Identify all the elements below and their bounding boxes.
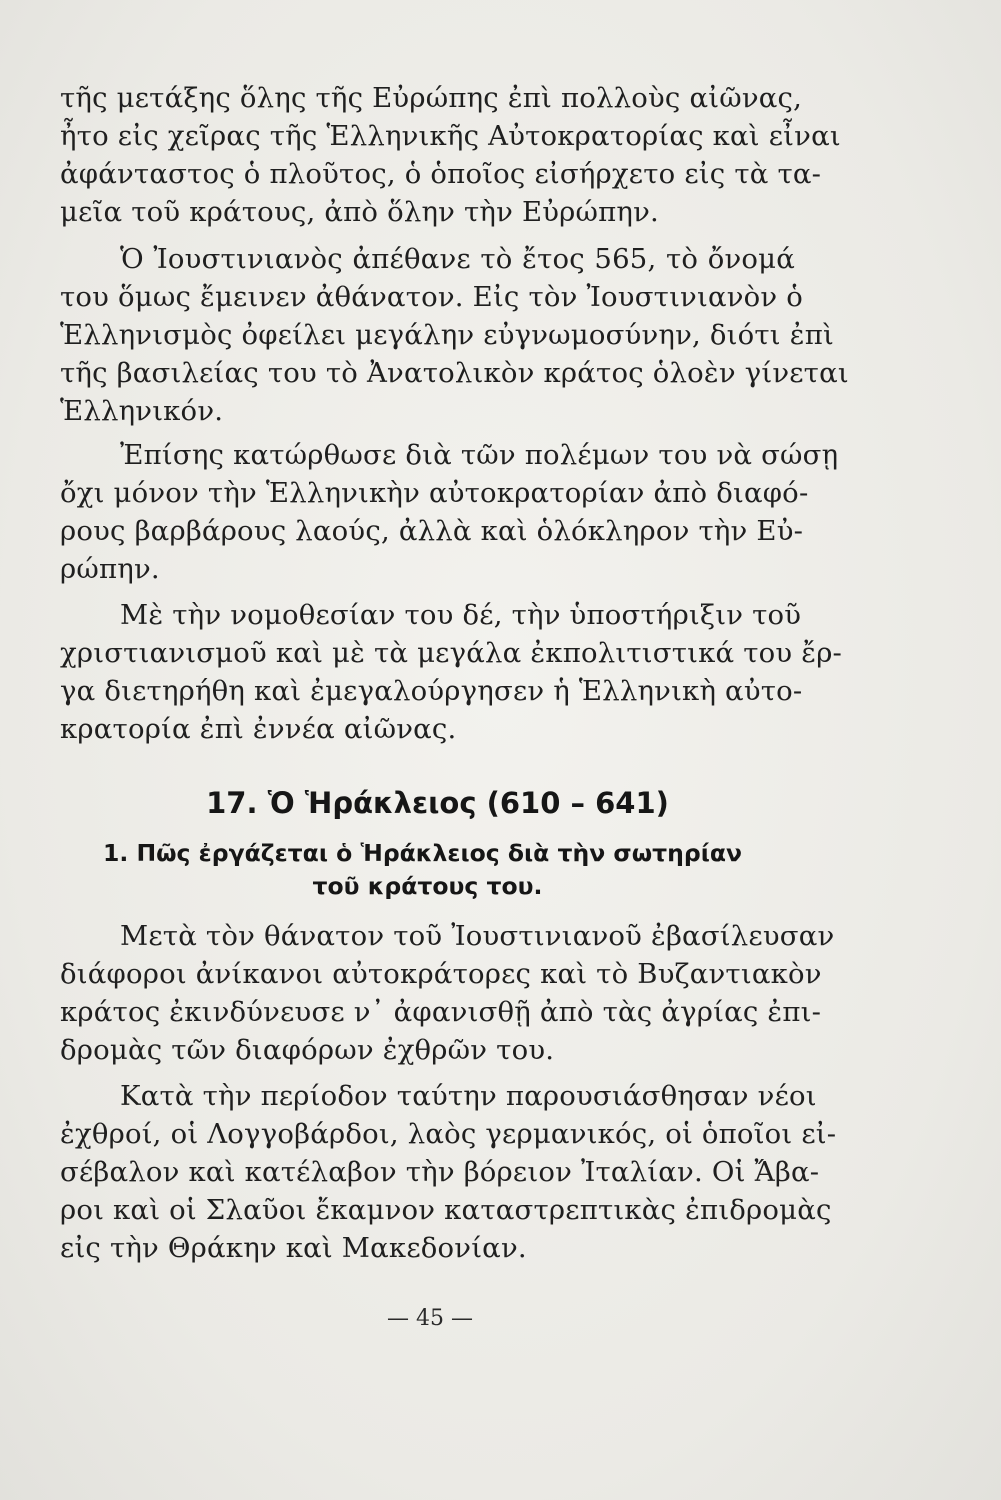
text-line: σέβαλον καὶ κατέλαβον τὴν βόρειον Ἰταλίαν. Οἱ Ἄβα- — [60, 1156, 820, 1188]
text-line: μεῖα τοῦ κράτους, ἀπὸ ὅλην τὴν Εὐρώπην. — [60, 196, 659, 228]
chapter-heading: 17. Ὁ Ἡράκλειος (610 – 641) — [206, 786, 669, 820]
text-line: ἀφάνταστος ὁ πλοῦτος, ὁ ὁποῖος εἰσήρχετο εἰς τὰ τα- — [60, 158, 822, 190]
text-line: Ὁ Ἰουστινιανὸς ἀπέθανε τὸ ἔτος 565, τὸ ὄνομά — [120, 243, 795, 275]
text-line: του ὅμως ἔμεινεν ἀθάνατον. Εἰς τὸν Ἰουστινιανὸν ὁ — [60, 281, 804, 313]
text-line: ρώπην. — [60, 553, 160, 585]
text-line: Ἑλληνισμὸς ὀφείλει μεγάλην εὐγνωμοσύνην, διότι ἐπὶ — [60, 319, 834, 351]
text-line: εἰς τὴν Θράκην καὶ Μακεδονίαν. — [60, 1232, 527, 1264]
text-line: ἐχθροί, οἱ Λογγοβάρδοι, λαὸς γερμανικός, οἱ ὁποῖοι εἰ- — [60, 1118, 837, 1150]
text-line: Ἐπίσης κατώρθωσε διὰ τῶν πολέμων του νὰ σώσῃ — [120, 439, 839, 471]
text-line: κράτος ἐκινδύνευσε ν᾽ ἀφανισθῇ ἀπὸ τὰς ἀγρίας ἐπι- — [60, 996, 822, 1028]
text-line: ἦτο εἰς χεῖρας τῆς Ἑλληνικῆς Αὐτοκρατορίας καὶ εἶναι — [60, 120, 841, 152]
section-heading-line-1: 1. Πῶς ἐργάζεται ὁ Ἡράκλειος διὰ τὴν σωτηρίαν — [103, 839, 742, 867]
text-line: ὄχι μόνον τὴν Ἑλληνικὴν αὐτοκρατορίαν ἀπὸ διαφό- — [60, 477, 809, 509]
text-line: κρατορία ἐπὶ ἐννέα αἰῶνας. — [60, 713, 457, 745]
text-line: Μετὰ τὸν θάνατον τοῦ Ἰουστινιανοῦ ἐβασίλευσαν — [120, 920, 835, 952]
text-line: γα διετηρήθη καὶ ἐμεγαλούργησεν ἡ Ἑλληνικὴ αὐτο- — [60, 675, 803, 707]
section-heading-line-2: τοῦ κράτους του. — [312, 872, 543, 900]
text-line: τῆς μετάξης ὅλης τῆς Εὐρώπης ἐπὶ πολλοὺς αἰῶνας, — [60, 82, 803, 114]
text-line: δρομὰς τῶν διαφόρων ἐχθρῶν του. — [60, 1034, 555, 1066]
text-line: Ἑλληνικόν. — [60, 395, 224, 427]
text-line: χριστιανισμοῦ καὶ μὲ τὰ μεγάλα ἐκπολιτιστικά του ἔρ- — [60, 637, 843, 669]
text-line: τῆς βασιλείας του τὸ Ἀνατολικὸν κράτος ὁλοὲν γίνεται — [60, 357, 849, 389]
page-number: — 45 — — [387, 1306, 473, 1331]
text-line: Μὲ τὴν νομοθεσίαν του δέ, τὴν ὑποστήριξιν τοῦ — [120, 599, 802, 631]
text-line: ρους βαρβάρους λαούς, ἀλλὰ καὶ ὁλόκληρον τὴν Εὐ- — [60, 515, 804, 547]
text-line: ροι καὶ οἱ Σλαῦοι ἔκαμνον καταστρεπτικὰς ἐπιδρομὰς — [60, 1194, 832, 1226]
text-line: Κατὰ τὴν περίοδον ταύτην παρουσιάσθησαν νέοι — [120, 1080, 817, 1112]
text-line: διάφοροι ἀνίκανοι αὐτοκράτορες καὶ τὸ Βυζαντιακὸν — [60, 958, 822, 990]
